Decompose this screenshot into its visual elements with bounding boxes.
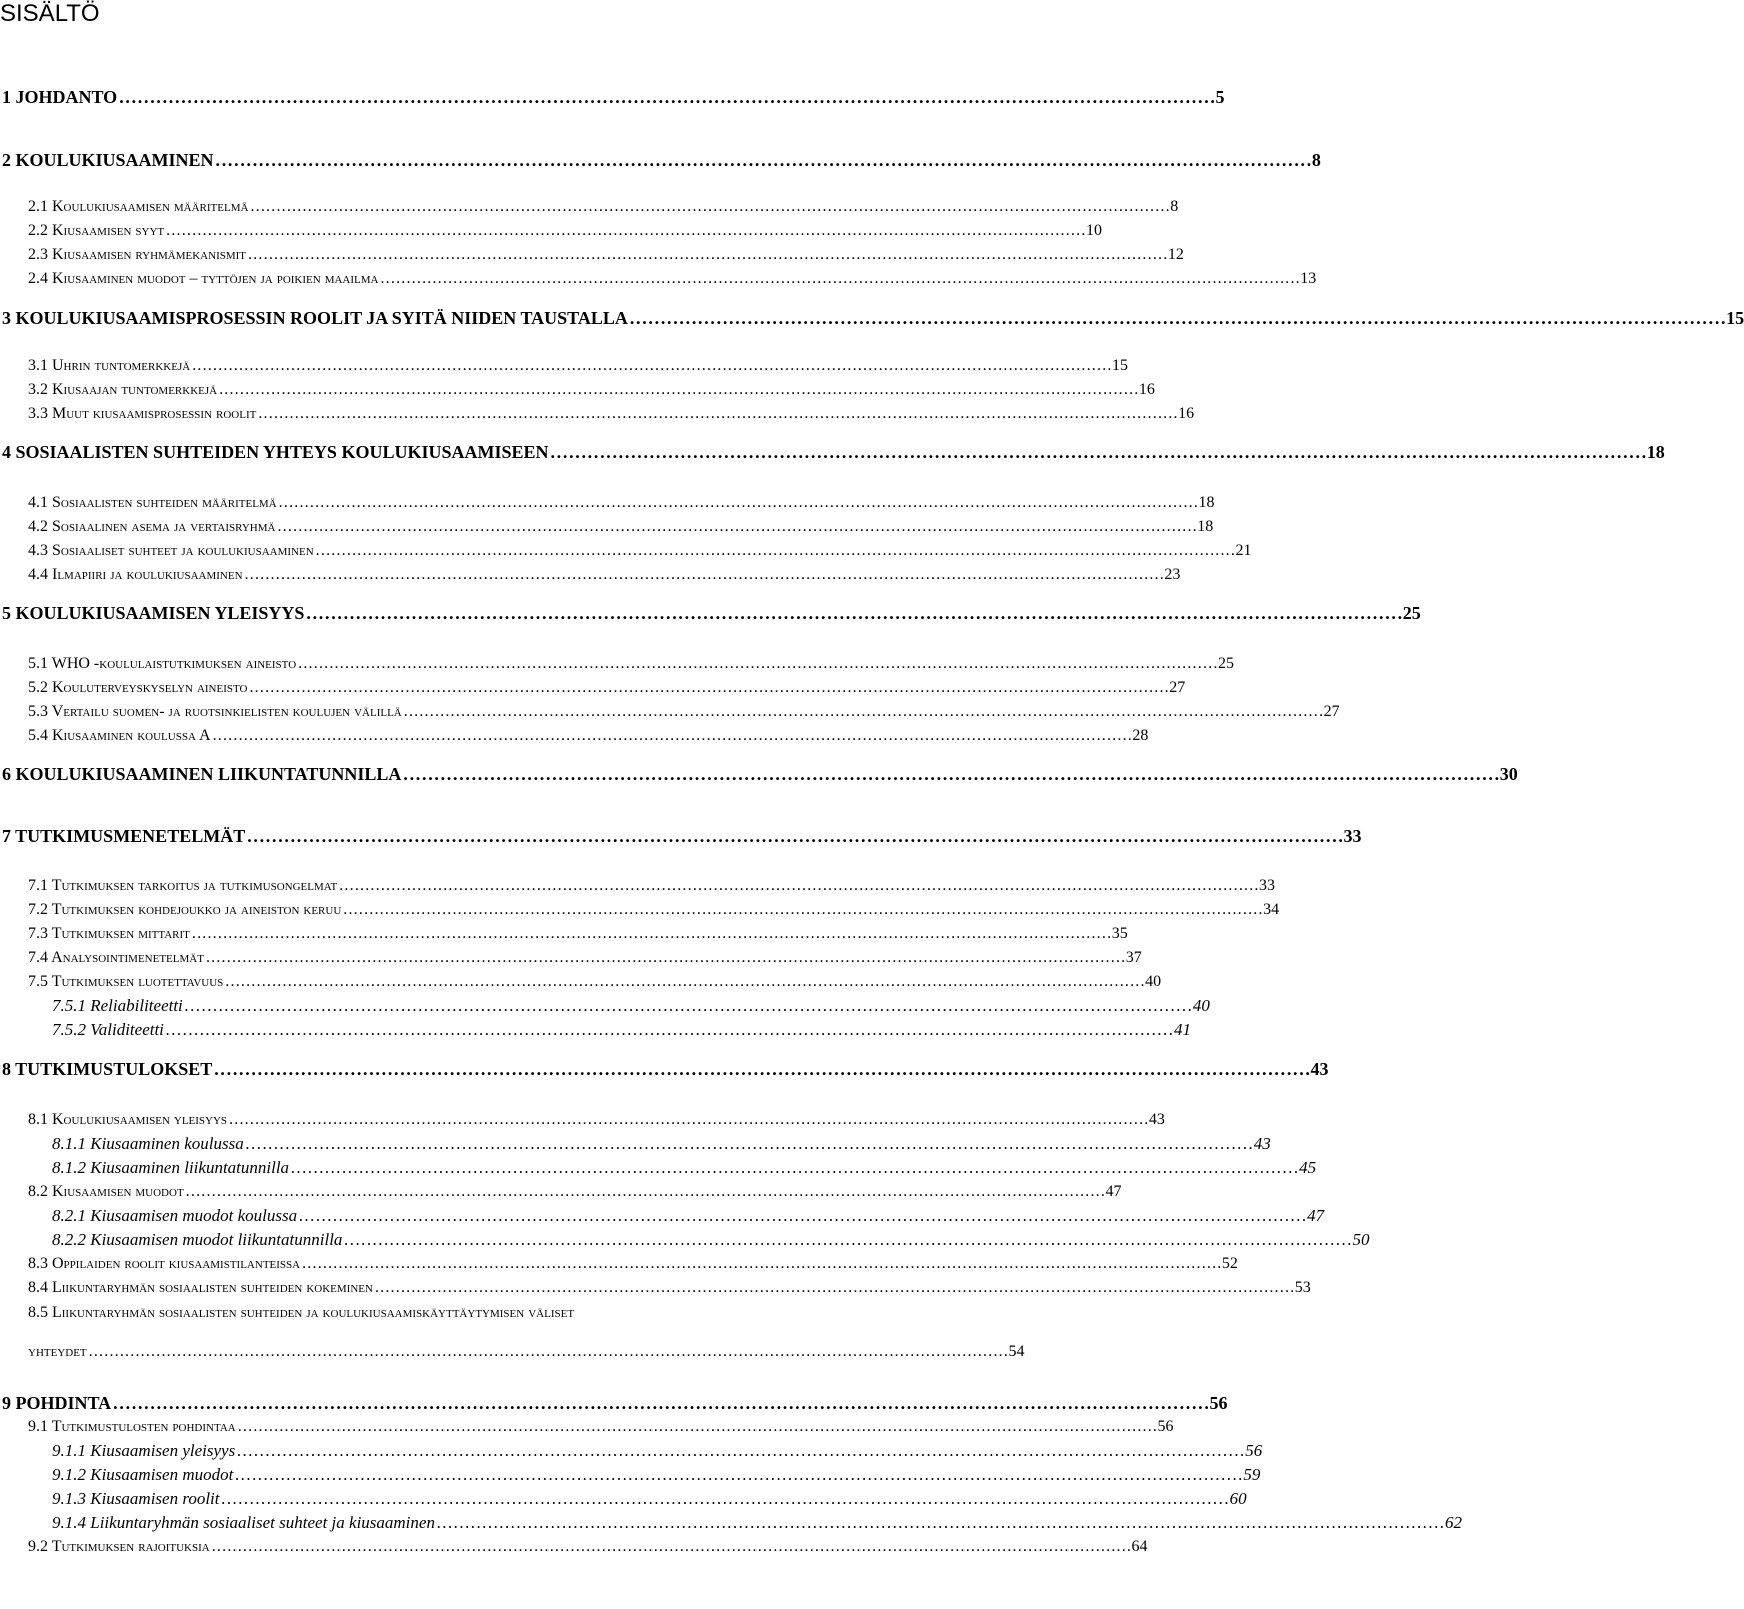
toc-entry-label: 9.2 Tutkimuksen rajoituksia	[28, 1538, 210, 1555]
dot-leader	[306, 600, 1400, 626]
toc-entry-label: 2.2 Kiusaamisen syyt	[28, 222, 165, 239]
toc-entry[interactable]	[28, 699, 1340, 725]
dot-leader	[375, 1275, 1293, 1301]
toc-entry[interactable]	[2, 439, 1665, 465]
dot-leader	[316, 538, 1234, 564]
toc-entry-label: 8.1.1 Kiusaaminen koulussa	[52, 1134, 244, 1153]
toc-entry[interactable]	[52, 1017, 1191, 1043]
toc-entry-label: 5.4 Kiusaaminen koulussa A	[28, 727, 211, 744]
dot-leader	[235, 1462, 1241, 1488]
toc-entry-label: 3 KOULUKIUSAAMISPROSESSIN ROOLIT JA SYITÄ NIIDEN TAUSTALLA	[2, 308, 628, 328]
toc-entry[interactable]	[52, 1438, 1263, 1464]
dot-leader	[344, 1227, 1350, 1253]
toc-entry-label: 4.2 Sosiaalinen asema ja vertaisryhmä	[28, 518, 276, 535]
toc-entry[interactable]	[28, 490, 1215, 516]
toc-entry-page: 23	[1164, 566, 1181, 583]
dot-leader	[380, 266, 1298, 292]
toc-entry-page: 13	[1300, 270, 1317, 287]
toc-entry-label: 4.1 Sosiaalisten suhteiden määritelmä	[28, 494, 277, 511]
toc-entry-page: 37	[1125, 949, 1142, 966]
toc-entry-page: 35	[1111, 925, 1128, 942]
toc-entry[interactable]	[52, 1203, 1325, 1229]
toc-entry-label: 8.2.1 Kiusaamisen muodot koulussa	[52, 1206, 298, 1225]
toc-entry-page: 10	[1085, 222, 1102, 239]
toc-entry-label: 9.1.4 Liikuntaryhmän sosiaaliset suhteet ja kiusaaminen	[52, 1513, 435, 1532]
dot-leader	[237, 1438, 1243, 1464]
toc-entry[interactable]	[2, 147, 1321, 173]
toc-entry-page: 43	[1253, 1134, 1271, 1153]
toc-entry-label: 7.4 Analysointimenetelmät	[28, 949, 204, 966]
toc-entry[interactable]	[2, 1056, 1329, 1082]
toc-entry-page: 56	[1157, 1418, 1174, 1435]
dot-leader	[213, 723, 1131, 749]
toc-entry-page: 18	[1646, 442, 1665, 462]
toc-entry-page: 53	[1294, 1279, 1311, 1296]
toc-entry[interactable]	[28, 1300, 934, 1326]
toc-entry-label: 9.1 Tutkimustulosten pohdintaa	[28, 1418, 236, 1435]
dot-leader	[246, 1131, 1252, 1157]
toc-entry[interactable]	[2, 761, 1518, 787]
toc-entry-page: 34	[1263, 901, 1280, 918]
dot-leader	[229, 1107, 1147, 1133]
toc-entry-page: 18	[1198, 494, 1215, 511]
dot-leader	[250, 194, 1168, 220]
toc-entry-label: 9.1.3 Kiusaamisen roolit	[52, 1489, 220, 1508]
toc-entry-page: 43	[1148, 1111, 1165, 1128]
dot-leader	[219, 377, 1137, 403]
toc-entry-page: 18	[1197, 518, 1214, 535]
toc-entry[interactable]	[2, 305, 1744, 331]
toc-entry[interactable]	[52, 1227, 1370, 1253]
dot-leader	[206, 945, 1124, 971]
toc-entry-label: 4.3 Sosiaaliset suhteet ja koulukiusaaminen	[28, 542, 314, 559]
dot-leader	[192, 921, 1110, 947]
toc-entry[interactable]	[52, 993, 1210, 1019]
toc-entry[interactable]	[28, 921, 1128, 947]
toc-entry-page: 59	[1243, 1465, 1261, 1484]
toc-entry[interactable]	[28, 353, 1128, 379]
toc-entry[interactable]	[28, 651, 1234, 677]
toc-entry-label: 9.1.2 Kiusaamisen muodot	[52, 1465, 234, 1484]
toc-entry[interactable]	[2, 1390, 1228, 1416]
toc-entry[interactable]	[28, 266, 1317, 292]
toc-entry-page: 27	[1323, 703, 1340, 720]
toc-entry[interactable]	[28, 873, 1276, 899]
toc-entry-label: 8.5 Liikuntaryhmän sosiaalisten suhteiden ja koulukiusaamiskäyttäytymisen väliset	[28, 1304, 575, 1321]
dot-leader	[113, 1390, 1207, 1416]
toc-entry[interactable]	[28, 514, 1214, 540]
dot-leader	[186, 1179, 1104, 1205]
toc-entry-label: 3.1 Uhrin tuntomerkkejä	[28, 357, 191, 374]
toc-entry-label: 7 TUTKIMUSMENETELMÄT	[2, 826, 246, 846]
dot-leader	[222, 1486, 1228, 1512]
toc-entry-label: 8.1 Koulukiusaamisen yleisyys	[28, 1111, 228, 1128]
dot-leader	[225, 969, 1143, 995]
toc-entry-label: 7.1 Tutkimuksen tarkoitus ja tutkimusongelmat	[28, 877, 338, 894]
toc-entry-page: 33	[1343, 826, 1362, 846]
toc-entry-page: 33	[1259, 877, 1276, 894]
toc-entry-page: 40	[1145, 973, 1162, 990]
toc-entry-page: 40	[1192, 996, 1210, 1015]
toc-entry-label: 8.1.2 Kiusaaminen liikuntatunnilla	[52, 1158, 290, 1177]
page-title: SISÄLTÖ	[0, 0, 100, 27]
toc-entry-page: 12	[1167, 246, 1184, 263]
toc-entry-page: 16	[1138, 381, 1155, 398]
toc-entry[interactable]	[2, 600, 1421, 626]
toc-entry-page: 30	[1499, 764, 1518, 784]
toc-entry-label: 7.5.1 Reliabiliteetti	[52, 996, 183, 1015]
toc-entry-label: 2.1 Koulukiusaamisen määritelmä	[28, 198, 249, 215]
toc-entry-page: 62	[1445, 1513, 1463, 1532]
dot-leader	[404, 699, 1322, 725]
dot-leader	[277, 514, 1195, 540]
toc-entry-page: 28	[1132, 727, 1149, 744]
toc-entry-page: 60	[1229, 1489, 1247, 1508]
dot-leader	[119, 84, 1213, 110]
dot-leader	[245, 562, 1163, 588]
toc-entry[interactable]	[2, 823, 1362, 849]
toc-entry-label: 5.3 Vertailu suomen- ja ruotsinkielisten koulujen välillä	[28, 703, 402, 720]
toc-entry[interactable]	[2, 84, 1225, 110]
dot-leader	[630, 305, 1724, 331]
dot-leader	[166, 218, 1084, 244]
toc-entry[interactable]	[52, 1155, 1317, 1181]
dot-leader	[258, 401, 1176, 427]
toc-entry-label: 6 KOULUKIUSAAMINEN LIIKUNTATUNNILLA	[2, 764, 402, 784]
dot-leader	[279, 490, 1197, 516]
toc-entry-label: 8.2 Kiusaamisen muodot	[28, 1183, 184, 1200]
toc-entry-label: 7.2 Tutkimuksen kohdejoukko ja aineiston keruu	[28, 901, 342, 918]
dot-leader	[249, 675, 1167, 701]
toc-entry-page: 16	[1178, 405, 1195, 422]
toc-entry-label: 4.4 Ilmapiiri ja koulukiusaaminen	[28, 566, 243, 583]
toc-entry-label: 8.3 Oppilaiden roolit kiusaamistilanteissa	[28, 1255, 301, 1272]
toc-entry-page: 15	[1112, 357, 1128, 374]
toc-entry-page: 43	[1310, 1059, 1329, 1079]
toc-entry-page: 8	[1311, 150, 1321, 170]
dot-leader	[248, 242, 1166, 268]
toc-entry[interactable]	[28, 1179, 1122, 1205]
toc-entry-page: 47	[1105, 1183, 1122, 1200]
toc-entry[interactable]	[28, 1275, 1311, 1301]
toc-entry-label: 5.2 Kouluterveyskyselyn aineisto	[28, 679, 248, 696]
toc-entry[interactable]	[28, 945, 1142, 971]
toc-entry[interactable]	[28, 377, 1155, 403]
toc-entry-label: 3.2 Kiusaajan tuntomerkkejä	[28, 381, 218, 398]
toc-entry[interactable]	[28, 1107, 1165, 1133]
toc-entry[interactable]	[52, 1486, 1247, 1512]
toc-entry[interactable]	[28, 1339, 1025, 1365]
dot-leader	[437, 1510, 1443, 1536]
dot-leader	[89, 1339, 1007, 1365]
dot-leader	[247, 823, 1341, 849]
toc-entry-page: 54	[1008, 1343, 1025, 1360]
toc-entry-page: 8	[1170, 198, 1179, 215]
dot-leader	[214, 1056, 1308, 1082]
toc-entry-page: 15	[1726, 308, 1744, 328]
toc-entry-label: 5.1 WHO -koululaistutkimuksen aineisto	[28, 655, 297, 672]
toc-entry-page: 5	[1215, 87, 1225, 107]
toc-entry-label: 2.4 Kiusaaminen muodot – tyttöjen ja poikien maailma	[28, 270, 379, 287]
toc-entry-page: 64	[1131, 1538, 1148, 1555]
toc-entry[interactable]	[28, 1251, 1238, 1277]
dot-leader	[550, 439, 1644, 465]
toc-entry-page: 25	[1217, 655, 1234, 672]
dot-leader	[238, 1414, 1156, 1440]
toc-entry[interactable]	[28, 723, 1149, 749]
toc-entry-page: 21	[1235, 542, 1252, 559]
toc-entry[interactable]	[28, 1414, 1174, 1440]
toc-entry-label: 8 TUTKIMUSTULOKSET	[2, 1059, 213, 1079]
toc-entry[interactable]	[28, 969, 1162, 995]
toc-entry-label: 4 SOSIAALISTEN SUHTEIDEN YHTEYS KOULUKIUSAAMISEEN	[2, 442, 549, 462]
toc-entry[interactable]	[28, 675, 1186, 701]
toc-entry-page: 27	[1169, 679, 1186, 696]
toc-entry[interactable]	[28, 897, 1280, 923]
toc-entry-label: 9.1.1 Kiusaamisen yleisyys	[52, 1441, 236, 1460]
toc-entry-label: 7.5 Tutkimuksen luotettavuus	[28, 973, 224, 990]
dot-leader	[299, 1203, 1305, 1229]
dot-leader	[212, 1534, 1130, 1560]
toc-entry[interactable]	[28, 1534, 1148, 1560]
dot-leader	[302, 1251, 1220, 1277]
toc-entry[interactable]	[52, 1462, 1261, 1488]
toc-entry[interactable]	[28, 242, 1184, 268]
toc-entry-label: 2 KOULUKIUSAAMINEN	[2, 150, 214, 170]
toc-entry[interactable]	[28, 401, 1195, 427]
dot-leader	[343, 897, 1261, 923]
toc-entry-label: 1 JOHDANTO	[2, 87, 118, 107]
dot-leader	[291, 1155, 1297, 1181]
dot-leader	[185, 993, 1191, 1019]
toc-entry-page: 50	[1352, 1230, 1370, 1249]
toc-entry-label: 7.5.2 Validiteetti	[52, 1020, 164, 1039]
dot-leader	[192, 353, 1110, 379]
toc-entry-label: 3.3 Muut kiusaamisprosessin roolit	[28, 405, 257, 422]
toc-entry-label: yhteydet	[28, 1343, 87, 1360]
toc-entry[interactable]	[28, 218, 1102, 244]
toc-entry-page: 25	[1402, 603, 1421, 623]
dot-leader	[216, 147, 1310, 173]
toc-entry[interactable]	[28, 194, 1179, 220]
dot-leader	[403, 761, 1497, 787]
toc-entry-label: 2.3 Kiusaamisen ryhmämekanismit	[28, 246, 247, 263]
toc-entry[interactable]	[52, 1510, 1463, 1536]
toc-entry-page: 41	[1173, 1020, 1191, 1039]
dot-leader	[298, 651, 1216, 677]
toc-entry[interactable]	[52, 1131, 1271, 1157]
toc-entry-page: 56	[1245, 1441, 1263, 1460]
toc-entry-page: 52	[1221, 1255, 1238, 1272]
toc-entry[interactable]	[28, 562, 1181, 588]
toc-entry-page: 47	[1307, 1206, 1325, 1225]
toc-entry-page: 56	[1209, 1393, 1228, 1413]
toc-entry-page: 45	[1299, 1158, 1317, 1177]
toc-entry-label: 9 POHDINTA	[2, 1393, 112, 1413]
toc-entry[interactable]	[28, 538, 1252, 564]
toc-entry-label: 8.2.2 Kiusaamisen muodot liikuntatunnilla	[52, 1230, 343, 1249]
toc-entry-label: 5 KOULUKIUSAAMISEN YLEISYYS	[2, 603, 305, 623]
dot-leader	[339, 873, 1257, 899]
toc-entry-label: 7.3 Tutkimuksen mittarit	[28, 925, 190, 942]
dot-leader	[166, 1017, 1172, 1043]
toc-entry-label: 8.4 Liikuntaryhmän sosiaalisten suhteiden kokeminen	[28, 1279, 373, 1296]
